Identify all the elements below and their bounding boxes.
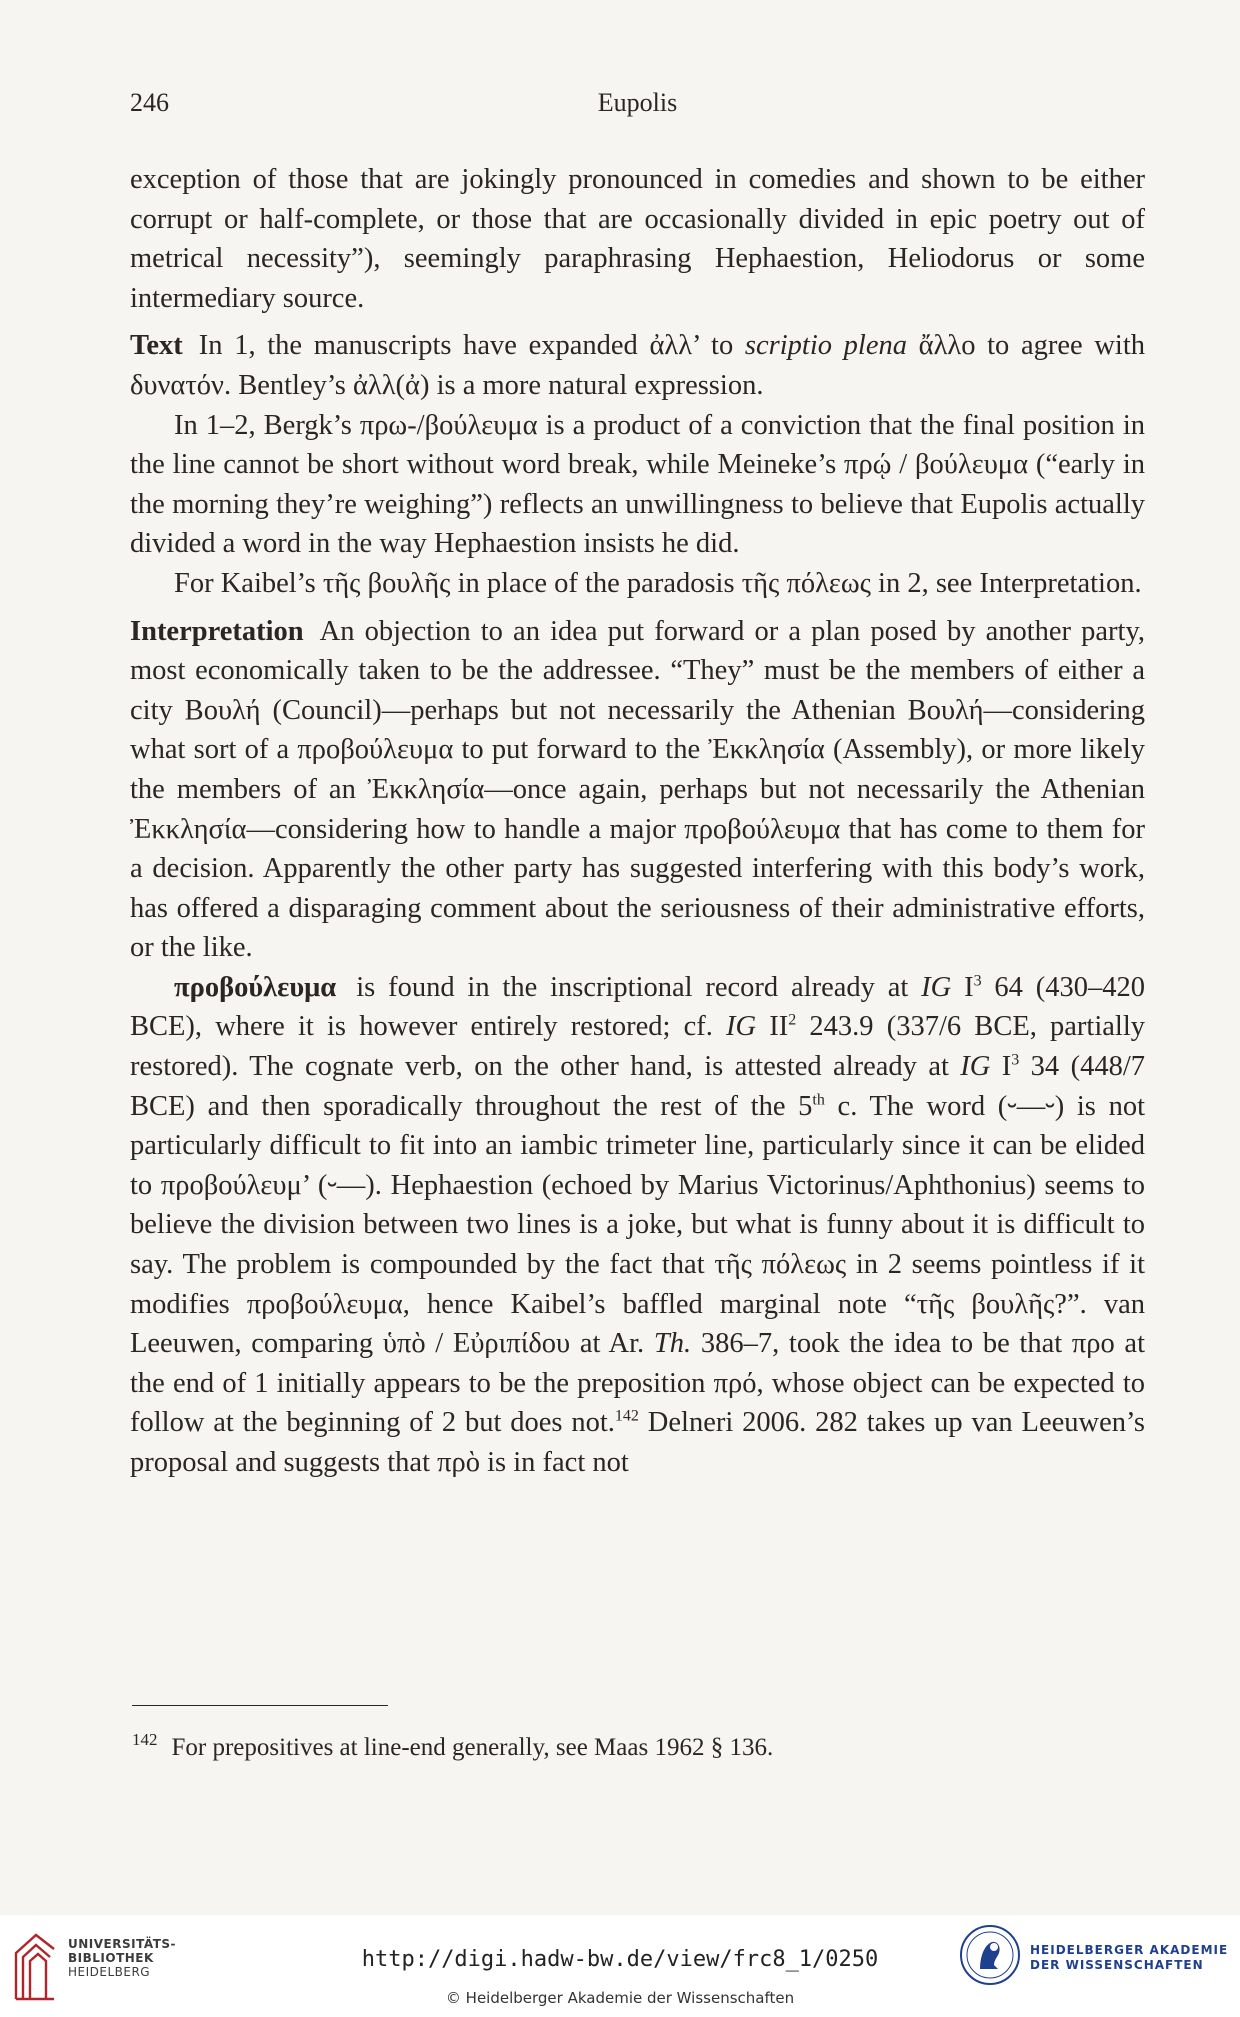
university-library-name: UNIVERSITÄTS- BIBLIOTHEK HEIDELBERG (68, 1937, 177, 1979)
paragraph-text-section: Text In 1, the manuscripts have expanded ἀλλ’ to scriptio plena ἄλλο to agree with δυνατόν. Bentley’s ἀλλ(ἀ) is a more natural expression. (130, 330, 1145, 401)
academy-name: HEIDELBERGER AKADEMIE DER WISSENSCHAFTEN (1030, 1943, 1229, 1972)
italic-scriptio-plena: scriptio plena (744, 330, 907, 362)
footnote-reference[interactable]: 142 (614, 1407, 639, 1425)
main-text (130, 160, 1145, 1483)
footnote-rule (132, 1705, 388, 1706)
paragraph-continuation: exception of those that are jokingly pronounced in comedies and shown to be either corrupt or half-complete, or those that are occasionally divided in epic poetry out of metrical necessity”), seemingly paraphrasing Hephaestion, Heliodorus or some intermediary source. (130, 164, 1145, 314)
paragraph-interpretation: Interpretation An objection to an idea put forward or a plan posed by another party, most economically taken to be the addressee. “They” must be the members of either a city Βουλή (Council)—perhaps but not necessarily the Athenian Βουλή—considering what sort of a προβούλευμα to put forward to the Ἐκκλησία (Assembly), or more likely the members of an Ἐκκλησία—once again, perhaps but not necessarily the Athenian Ἐκκλησία—considering how to handle a major προβούλευμα that has come to them for a decision. Apparently the other party has suggested interfering with this body’s work, has offered a disparaging comment about the seriousness of their administrative efforts, or the like. (130, 615, 1145, 964)
paragraph-bergk: In 1–2, Bergk’s πρω-/βούλευμα is a product of a conviction that the final position in the line cannot be short without word break, while Meineke’s πρῴ / βούλευμα (“early in the morning they’re weighing”) reflects an unwillingness to believe that Eupolis actually divided a word in the way Hephaestion insists he did. (130, 409, 1145, 560)
paragraph-kaibel: For Kaibel’s τῆς βουλῆς in place of the paradosis τῆς πόλεως in 2, see Interpretation. (174, 567, 1142, 599)
running-header (130, 88, 1145, 128)
academy-seal-icon[interactable] (958, 1923, 1022, 1987)
copyright-notice: © Heidelberger Akademie der Wissenschaften (445, 1989, 795, 2007)
source-url-link[interactable]: http://digi.hadw-bw.de/view/frc8_1/0250 (361, 1947, 879, 1972)
lemma-probouleuma: προβούλευμα (174, 971, 337, 1003)
footnote-text: For prepositives at line-end generally, see Maas 1962 § 136. (171, 1734, 774, 1761)
footnote-number: 142 (132, 1730, 158, 1749)
paragraph-probouleuma: προβούλευμα is found in the inscriptional record already at IG $I^3$ 64 (430–420 BCE), where it is however entirely restored; cf. IG $II^2$ 243.9 (337/6 BCE, partially restored). The cognate verb, on the other hand, is attested already at IG $I^3$ 34 (448/7 BCE) and then sporadically throughout the rest of the 5th c. The word (⏑––⏑) is not particularly difficult to fit into an iambic trimeter line, particularly since it can be elided to προβούλευμ’ (⏑––). Hephaestion (echoed by Marius Victorinus/Aphthonius) seems to believe the division between two lines is a joke, but what is funny about it is difficult to say. The problem is compounded by the fact that τῆς πόλεως in 2 seems pointless if it modifies προβούλευμα, hence Kaibel’s baffled marginal note “τῆς βουλῆς?”. van Leeuwen, comparing ὑπὸ / Εὐριπίδου at Ar. Th. 386–7, took the idea to be that προ at the end of 1 initially appears to be the preposition πρό, whose object can be expected to follow at the beginning of 2 but does not.$^{142}$ Delneri 2006. 282 takes up van Leeuwen’s proposal and suggests that πρὸ is in fact not (130, 971, 1145, 1478)
footnote-142 (132, 1722, 1132, 1766)
digitization-footer (0, 1915, 1240, 2017)
running-title: Eupolis (597, 88, 678, 117)
section-label-interpretation: Interpretation (130, 615, 304, 647)
section-label-text: Text (130, 330, 183, 362)
page-number: 246 (130, 88, 169, 117)
